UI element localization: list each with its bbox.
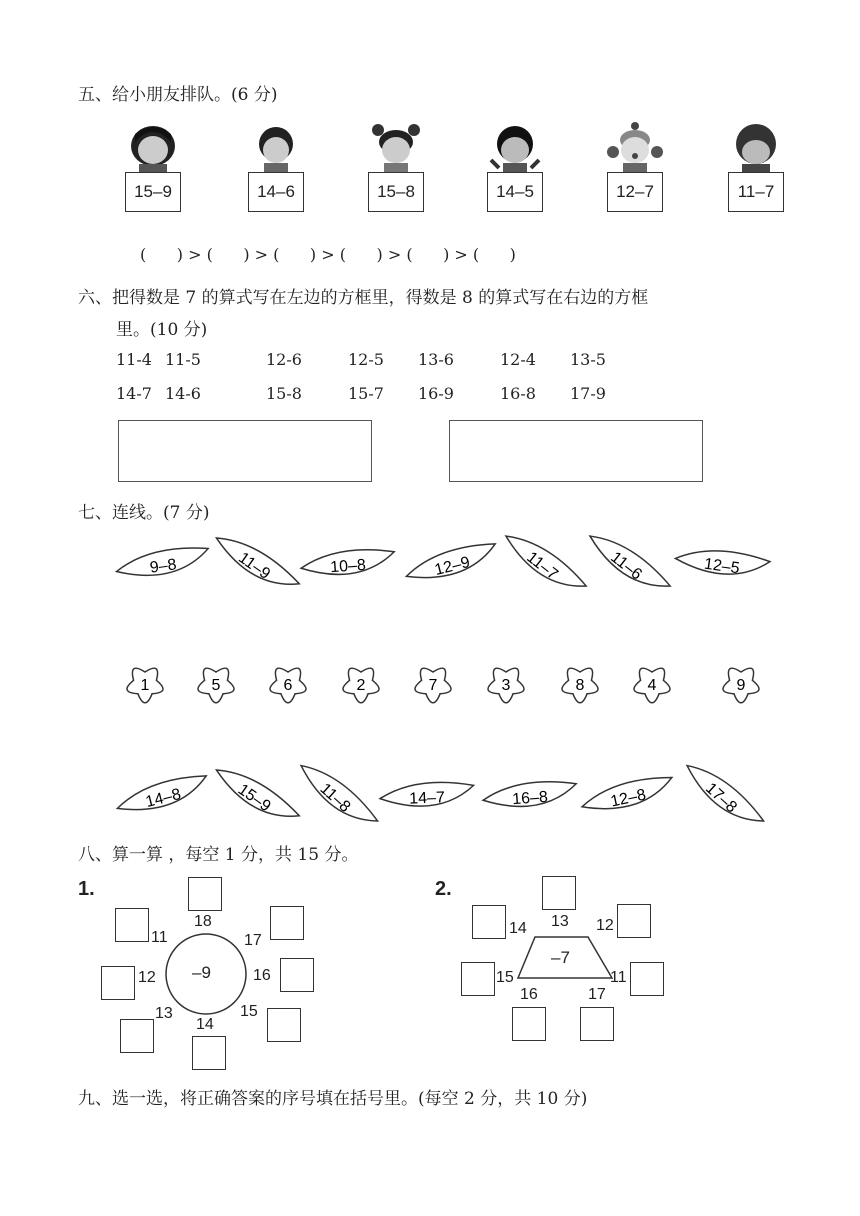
leaf-label: 11–9 bbox=[235, 549, 274, 584]
input-number: 18 bbox=[194, 913, 212, 930]
input-number: 12 bbox=[596, 917, 614, 934]
answer-square[interactable] bbox=[630, 962, 664, 996]
answer-square[interactable] bbox=[280, 958, 314, 992]
leaf[interactable] bbox=[584, 525, 673, 602]
input-number: 13 bbox=[155, 1005, 173, 1022]
leaf[interactable] bbox=[674, 544, 770, 581]
ordering-blanks: ( ) > ( ) > ( ) > ( ) > ( ) > ( ) bbox=[140, 245, 516, 264]
part1-label: 1. bbox=[78, 878, 95, 900]
leaf-label: 12–5 bbox=[702, 555, 741, 578]
answer-square[interactable] bbox=[461, 962, 495, 996]
answer-square[interactable] bbox=[472, 905, 506, 939]
leaf-label: 11–7 bbox=[523, 548, 561, 584]
leaf-label: 12–9 bbox=[433, 553, 472, 580]
leaf[interactable] bbox=[680, 755, 766, 836]
input-number: 11 bbox=[610, 969, 627, 986]
leaf[interactable] bbox=[380, 781, 475, 809]
section6-heading-line1: 六、把得数是 7 的算式写在左边的方框里，得数是 8 的算式写在右边的方框 bbox=[78, 288, 649, 308]
expression: 12-4 bbox=[500, 350, 536, 369]
kid-expression-box: 12–7 bbox=[607, 172, 663, 212]
leaf[interactable] bbox=[294, 755, 380, 836]
flower[interactable] bbox=[634, 668, 670, 703]
kid-expression-box: 14–6 bbox=[248, 172, 304, 212]
flower-number: 1 bbox=[140, 677, 150, 694]
leaf[interactable] bbox=[579, 773, 676, 816]
leaf[interactable] bbox=[211, 758, 302, 832]
answer-square[interactable] bbox=[188, 877, 222, 911]
leaf[interactable] bbox=[211, 526, 302, 600]
leaf[interactable] bbox=[482, 780, 577, 811]
flower-number: 7 bbox=[428, 677, 438, 694]
flower[interactable] bbox=[343, 668, 379, 703]
answer-square[interactable] bbox=[267, 1008, 301, 1042]
input-number: 15 bbox=[240, 1003, 258, 1020]
kid-expression-box: 15–9 bbox=[125, 172, 181, 212]
answer-square[interactable] bbox=[115, 908, 149, 942]
expression: 13-6 bbox=[418, 350, 454, 369]
part2-label: 2. bbox=[435, 878, 452, 900]
expression: 12-6 bbox=[266, 350, 302, 369]
flower-number: 3 bbox=[501, 677, 511, 694]
flower[interactable] bbox=[415, 668, 451, 703]
leaf-label: 11–6 bbox=[607, 548, 645, 584]
leaf-label: 17–8 bbox=[702, 779, 740, 817]
expression: 17-9 bbox=[570, 384, 606, 403]
leaf-label: 11–8 bbox=[316, 780, 354, 816]
kid-expression-box: 14–5 bbox=[487, 172, 543, 212]
flower[interactable] bbox=[127, 668, 163, 703]
input-number: 16 bbox=[520, 986, 538, 1003]
expression: 11-4 bbox=[116, 350, 152, 369]
expression: 12-5 bbox=[348, 350, 384, 369]
input-number: 11 bbox=[151, 929, 168, 946]
leaf-label: 14–7 bbox=[408, 789, 446, 808]
section9-heading: 九、选一选，将正确答案的序号填在括号里。(每空 2 分，共 10 分) bbox=[78, 1089, 588, 1109]
input-number: 15 bbox=[496, 969, 514, 986]
input-number: 17 bbox=[588, 986, 606, 1003]
flower-number: 6 bbox=[283, 677, 293, 694]
answer-square[interactable] bbox=[617, 904, 651, 938]
expression: 15-7 bbox=[348, 384, 384, 403]
answer-square[interactable] bbox=[580, 1007, 614, 1041]
flower[interactable] bbox=[723, 668, 759, 703]
input-number: 14 bbox=[196, 1016, 214, 1033]
leaf[interactable] bbox=[114, 544, 210, 581]
leaf-label: 12–8 bbox=[609, 786, 648, 811]
section5-heading: 五、给小朋友排队。(6 分) bbox=[78, 85, 278, 105]
input-number: 17 bbox=[244, 932, 262, 949]
flowers-row bbox=[127, 668, 759, 703]
flower-number: 2 bbox=[356, 677, 366, 694]
leaf-label: 16–8 bbox=[511, 788, 549, 809]
flower[interactable] bbox=[562, 668, 598, 703]
section8-heading: 八、算一算 ，每空 1 分，共 15 分。 bbox=[78, 845, 359, 865]
input-number: 13 bbox=[551, 913, 569, 930]
leaf-label: 15–9 bbox=[234, 781, 274, 816]
circle-center-operation: –9 bbox=[192, 963, 211, 982]
answer-square[interactable] bbox=[120, 1019, 154, 1053]
expression: 11-5 bbox=[165, 350, 201, 369]
answer-square[interactable] bbox=[512, 1007, 546, 1041]
answer-square[interactable] bbox=[192, 1036, 226, 1070]
input-number: 16 bbox=[253, 967, 271, 984]
answer-square[interactable] bbox=[270, 906, 304, 940]
expression: 14-6 bbox=[165, 384, 201, 403]
flower[interactable] bbox=[270, 668, 306, 703]
leaf[interactable] bbox=[114, 772, 211, 818]
flower-number: 9 bbox=[736, 677, 746, 694]
expression: 14-7 bbox=[116, 384, 152, 403]
flower-number: 8 bbox=[575, 677, 585, 694]
expression: 15-8 bbox=[266, 384, 302, 403]
leaf-label: 14–8 bbox=[144, 785, 183, 812]
input-number: 14 bbox=[509, 920, 527, 937]
flower[interactable] bbox=[198, 668, 234, 703]
leaf-label: 9–8 bbox=[148, 556, 178, 577]
expression: 13-5 bbox=[570, 350, 606, 369]
kid-expression-box: 11–7 bbox=[728, 172, 784, 212]
flower-number: 5 bbox=[211, 677, 221, 694]
leaf-label: 10–8 bbox=[329, 556, 367, 577]
answer-square[interactable] bbox=[101, 966, 135, 1000]
kid-expression-box: 15–8 bbox=[368, 172, 424, 212]
trapezoid-center-operation: –7 bbox=[551, 948, 570, 967]
answer-square[interactable] bbox=[542, 876, 576, 910]
flower-number: 4 bbox=[647, 677, 657, 694]
section6-heading-line2: 里。(10 分) bbox=[116, 320, 208, 340]
expression: 16-9 bbox=[418, 384, 454, 403]
flower[interactable] bbox=[488, 668, 524, 703]
leaf[interactable] bbox=[300, 548, 395, 579]
input-number: 12 bbox=[138, 969, 156, 986]
leaf[interactable] bbox=[403, 540, 500, 586]
expression: 16-8 bbox=[500, 384, 536, 403]
leaf[interactable] bbox=[500, 525, 589, 602]
section7-heading: 七、连线。(7 分) bbox=[78, 503, 210, 523]
